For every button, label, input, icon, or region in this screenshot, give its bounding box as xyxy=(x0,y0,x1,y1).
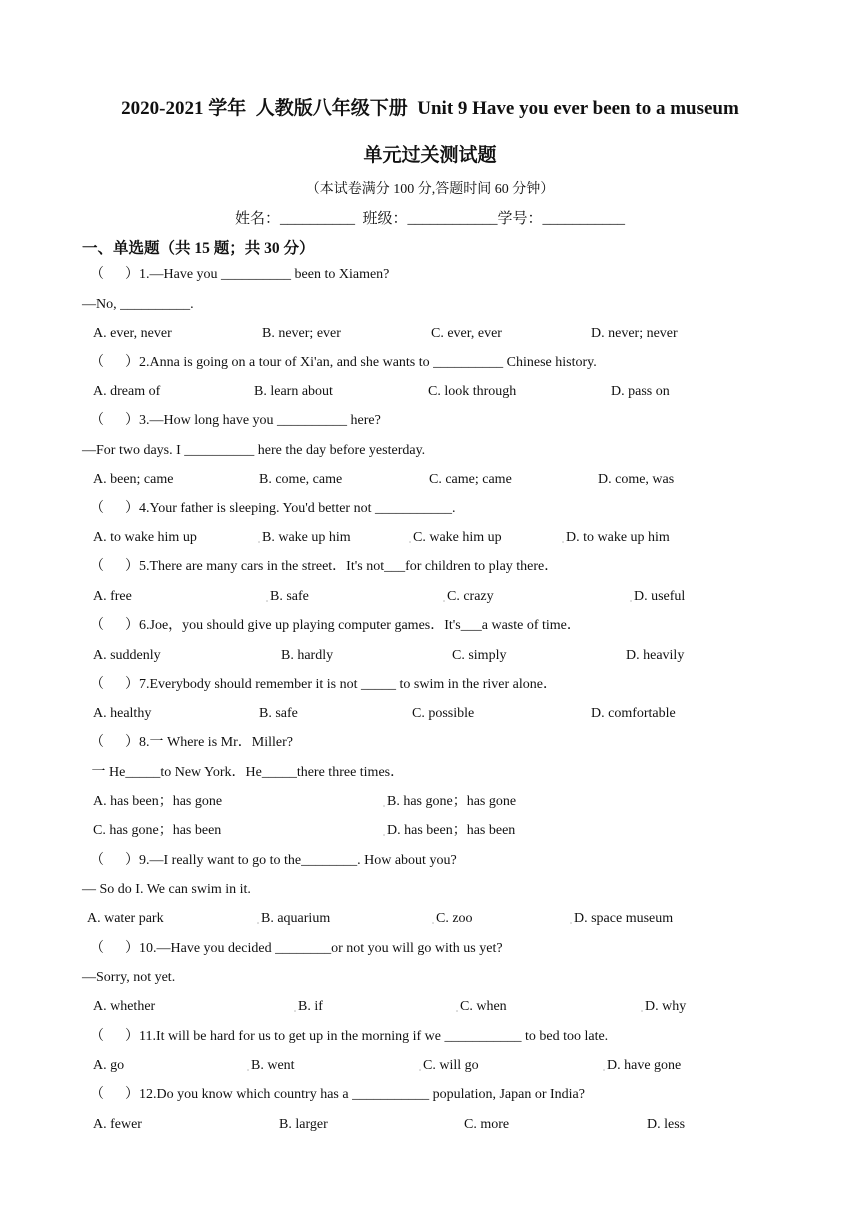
question-8-stem: （ ）8.一 Where is Mr．Miller? xyxy=(90,735,293,750)
option-marker-dot: ▫ xyxy=(641,1009,644,1015)
question-2-option-d: D. pass on xyxy=(611,384,670,399)
option-marker-dot: ▫ xyxy=(409,540,412,546)
question-8-extra: 一 He_____to New York．He_____there three times． xyxy=(88,765,405,780)
question-12-stem: （ ）12.Do you know which country has a ___________ population, Japan or India? xyxy=(90,1087,585,1102)
question-12-option-d: D. less xyxy=(647,1117,686,1132)
question-2-option-b: B. learn about xyxy=(254,384,333,399)
question-2-option-c: C. look through xyxy=(428,384,517,399)
question-9-option-a: A. water park xyxy=(87,911,164,926)
question-5-option-a: A. free xyxy=(93,589,132,604)
student-info-line: 姓名：__________ 班级：____________学号：___________ xyxy=(234,211,625,227)
question-4-stem: （ ）4.Your father is sleeping. You'd better not ___________. xyxy=(90,501,456,516)
section-heading: 一、单选题（共 15 题；共 30 分） xyxy=(82,240,315,257)
question-7-option-d: D. comfortable xyxy=(591,706,676,721)
question-7-option-a: A. healthy xyxy=(93,706,152,721)
question-1-option-a: A. ever, never xyxy=(93,326,172,341)
question-6-option-c: C. simply xyxy=(452,648,507,663)
question-12-option-b: B. larger xyxy=(279,1117,328,1132)
question-3-option-d: D. come, was xyxy=(598,472,675,487)
option-marker-dot: ▫ xyxy=(383,804,386,810)
exam-subtitle: 单元过关测试题 xyxy=(363,145,497,166)
option-marker-dot: ▫ xyxy=(630,599,633,605)
question-4-option-a: A. to wake him up xyxy=(93,530,197,545)
question-10-option-b: B. if xyxy=(298,999,323,1014)
question-3-extra: —For two days. I __________ here the day before yesterday. xyxy=(82,443,426,458)
question-7-option-b: B. safe xyxy=(259,706,298,721)
exam-title: 2020-2021 学年 人教版八年级下册 Unit 9 Have you ever been to a museum xyxy=(121,98,739,119)
question-4-option-b: B. wake up him xyxy=(262,530,351,545)
question-2-option-a: A. dream of xyxy=(93,384,161,399)
exam-note: （本试卷满分 100 分,答题时间 60 分钟） xyxy=(305,182,555,197)
option-marker-dot: ▫ xyxy=(419,1068,422,1074)
question-1-option-c: C. ever, ever xyxy=(431,326,502,341)
question-9-stem: （ ）9.—I really want to go to the________. How about you? xyxy=(90,853,457,868)
question-8-option-a: A. has been；has gone xyxy=(93,794,223,809)
question-6-option-d: D. heavily xyxy=(626,648,685,663)
question-10-option-d: D. why xyxy=(645,999,687,1014)
question-12-option-c: C. more xyxy=(464,1117,510,1132)
option-marker-dot: ▫ xyxy=(266,599,269,605)
question-2-stem: （ ）2.Anna is going on a tour of Xi'an, and she wants to __________ Chinese history. xyxy=(90,355,597,370)
question-8-option-d: D. has been；has been xyxy=(387,823,516,838)
question-11-stem: （ ）11.It will be hard for us to get up in the morning if we ___________ to bed too late. xyxy=(90,1029,609,1044)
question-5-stem: （ ）5.There are many cars in the street．It's not___for children to play there． xyxy=(90,559,559,574)
question-9-option-c: C. zoo xyxy=(436,911,473,926)
option-marker-dot: ▫ xyxy=(603,1068,606,1074)
question-3-option-a: A. been; came xyxy=(93,472,174,487)
question-1-option-b: B. never; ever xyxy=(262,326,341,341)
option-marker-dot: ▫ xyxy=(570,921,573,927)
option-marker-dot: ▫ xyxy=(247,1068,250,1074)
question-9-extra: — So do I. We can swim in it. xyxy=(82,882,251,897)
option-marker-dot: ▫ xyxy=(294,1009,297,1015)
question-8-option-b: B. has gone；has gone xyxy=(387,794,517,809)
question-6-stem: （ ）6.Joe，you should give up playing computer games．It's___a waste of time． xyxy=(90,618,581,633)
question-11-option-c: C. will go xyxy=(423,1058,479,1073)
question-10-stem: （ ）10.—Have you decided ________or not you will go with us yet? xyxy=(90,941,503,956)
question-3-option-c: C. came; came xyxy=(429,472,512,487)
question-1-option-d: D. never; never xyxy=(591,326,678,341)
question-1-stem: （ ）1.—Have you __________ been to Xiamen? xyxy=(90,267,390,282)
question-10-option-c: C. when xyxy=(460,999,507,1014)
question-8-option-c: C. has gone；has been xyxy=(93,823,222,838)
question-5-option-c: C. crazy xyxy=(447,589,494,604)
question-5-option-b: B. safe xyxy=(270,589,309,604)
question-1-extra: —No, __________. xyxy=(82,297,194,312)
question-10-option-a: A. whether xyxy=(93,999,156,1014)
option-marker-dot: ▫ xyxy=(443,599,446,605)
option-marker-dot: ▫ xyxy=(257,921,260,927)
question-12-option-a: A. fewer xyxy=(93,1117,142,1132)
question-10-extra: —Sorry, not yet. xyxy=(82,970,176,985)
question-9-option-b: B. aquarium xyxy=(261,911,331,926)
option-marker-dot: ▫ xyxy=(258,540,261,546)
question-3-stem: （ ）3.—How long have you __________ here? xyxy=(90,413,381,428)
question-7-stem: （ ）7.Everybody should remember it is not _____ to swim in the river alone． xyxy=(90,677,557,692)
question-4-option-c: C. wake him up xyxy=(413,530,502,545)
question-9-option-d: D. space museum xyxy=(574,911,674,926)
question-7-option-c: C. possible xyxy=(412,706,475,721)
option-marker-dot: ▫ xyxy=(456,1009,459,1015)
option-marker-dot: ▫ xyxy=(562,540,565,546)
question-6-option-a: A. suddenly xyxy=(93,648,161,663)
question-11-option-b: B. went xyxy=(251,1058,295,1073)
question-6-option-b: B. hardly xyxy=(281,648,334,663)
question-11-option-a: A. go xyxy=(93,1058,125,1073)
option-marker-dot: ▫ xyxy=(432,921,435,927)
option-marker-dot: ▫ xyxy=(383,833,386,839)
question-5-option-d: D. useful xyxy=(634,589,686,604)
question-4-option-d: D. to wake up him xyxy=(566,530,670,545)
question-11-option-d: D. have gone xyxy=(607,1058,682,1073)
question-3-option-b: B. come, came xyxy=(259,472,343,487)
